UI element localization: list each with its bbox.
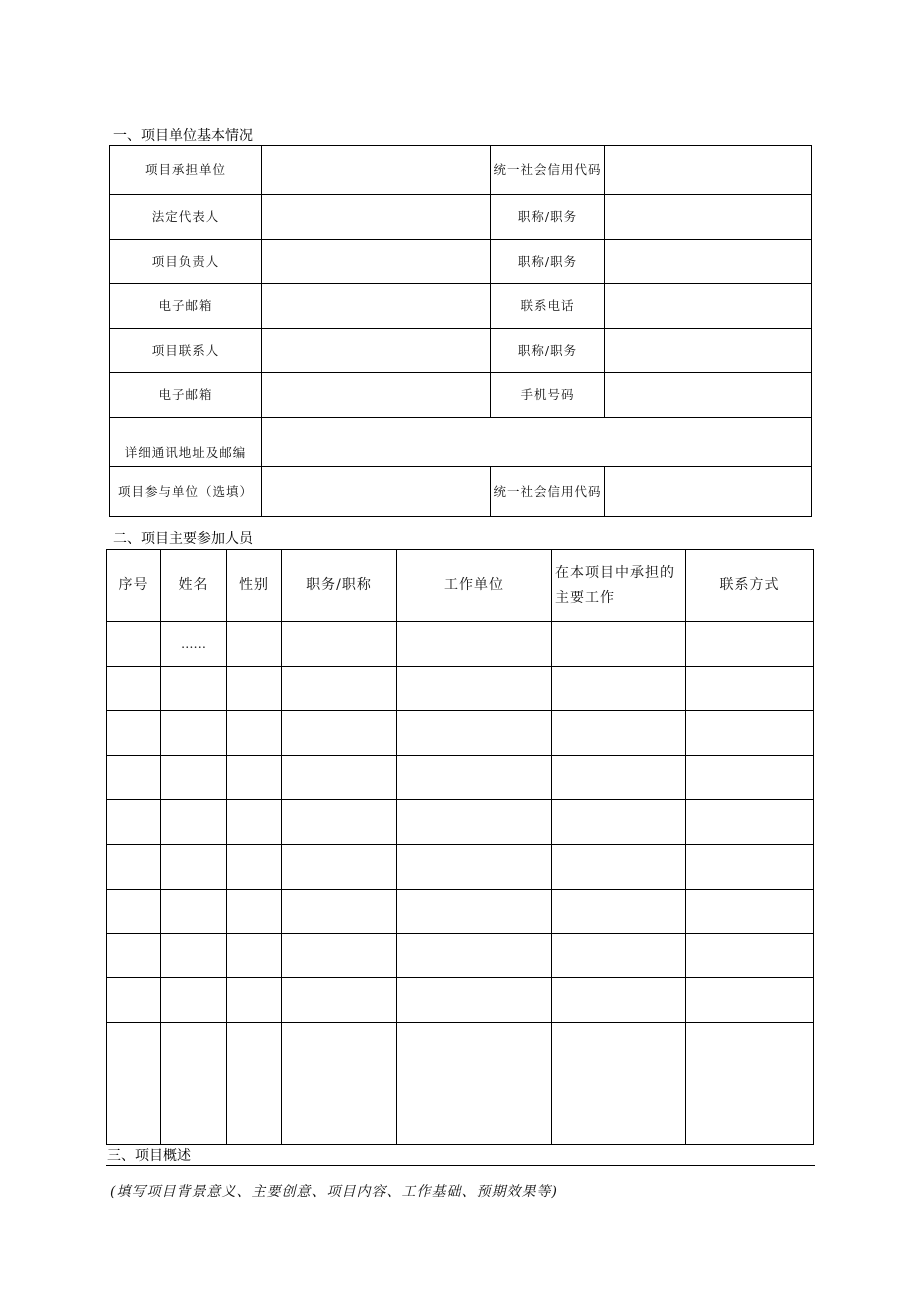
ellipsis-placeholder[interactable]: …… xyxy=(161,622,227,667)
label-credit-code: 统一社会信用代码 xyxy=(491,146,605,195)
table-row xyxy=(107,622,814,667)
credit-code-value[interactable] xyxy=(605,146,812,195)
label-mobile: 手机号码 xyxy=(491,373,605,418)
contact-phone-value[interactable] xyxy=(605,284,812,329)
label-email: 电子邮箱 xyxy=(110,284,262,329)
project-leader-title-value[interactable] xyxy=(605,240,812,284)
label-contact-phone: 联系电话 xyxy=(491,284,605,329)
table-row xyxy=(107,890,814,934)
table-row xyxy=(107,934,814,978)
table-row xyxy=(107,667,814,711)
overview-hint: (填写项目背景意义、主要创意、项目内容、工作基础、预期效果等) xyxy=(110,1184,558,1200)
header-title: 职务/职称 xyxy=(282,550,397,622)
leader-email-value[interactable] xyxy=(262,284,491,329)
participant-unit-value[interactable] xyxy=(262,467,491,517)
table-row xyxy=(107,800,814,845)
label-undertaking-unit: 项目承担单位 xyxy=(110,146,262,195)
section1-title: 一、项目单位基本情况 xyxy=(113,128,253,144)
address-postcode-value[interactable] xyxy=(262,418,812,467)
project-contact-value[interactable] xyxy=(262,329,491,373)
divider xyxy=(106,1165,815,1166)
label-email: 电子邮箱 xyxy=(110,373,262,418)
table-row xyxy=(107,756,814,800)
undertaking-unit-value[interactable] xyxy=(262,146,491,195)
label-project-contact: 项目联系人 xyxy=(110,329,262,373)
label-project-leader: 项目负责人 xyxy=(110,240,262,284)
label-title-position: 职称/职务 xyxy=(491,240,605,284)
header-work-unit: 工作单位 xyxy=(397,550,552,622)
legal-representative-value[interactable] xyxy=(262,195,491,240)
label-title-position: 职称/职务 xyxy=(491,329,605,373)
mobile-value[interactable] xyxy=(605,373,812,418)
unit-info-table xyxy=(109,145,812,517)
header-gender: 性别 xyxy=(227,550,282,622)
header-main-work: 在本项目中承担的主要工作 xyxy=(552,550,686,622)
contact-email-value[interactable] xyxy=(262,373,491,418)
label-title-position: 职称/职务 xyxy=(491,195,605,240)
participant-credit-code-value[interactable] xyxy=(605,467,812,517)
legal-representative-title-value[interactable] xyxy=(605,195,812,240)
section2-title: 二、项目主要参加人员 xyxy=(113,531,253,547)
table-row xyxy=(107,978,814,1023)
header-name: 姓名 xyxy=(161,550,227,622)
label-participant-unit: 项目参与单位（选填） xyxy=(110,467,262,517)
project-contact-title-value[interactable] xyxy=(605,329,812,373)
header-serial: 序号 xyxy=(107,550,161,622)
participants-table xyxy=(106,549,814,1145)
table-row xyxy=(107,1023,814,1145)
label-address-postcode: 详细通讯地址及邮编 xyxy=(110,418,262,467)
project-leader-value[interactable] xyxy=(262,240,491,284)
table-row xyxy=(107,845,814,890)
label-legal-representative: 法定代表人 xyxy=(110,195,262,240)
label-credit-code: 统一社会信用代码 xyxy=(491,467,605,517)
section3-title: 三、项目概述 xyxy=(107,1148,191,1164)
table-row xyxy=(107,711,814,756)
header-contact: 联系方式 xyxy=(686,550,814,622)
